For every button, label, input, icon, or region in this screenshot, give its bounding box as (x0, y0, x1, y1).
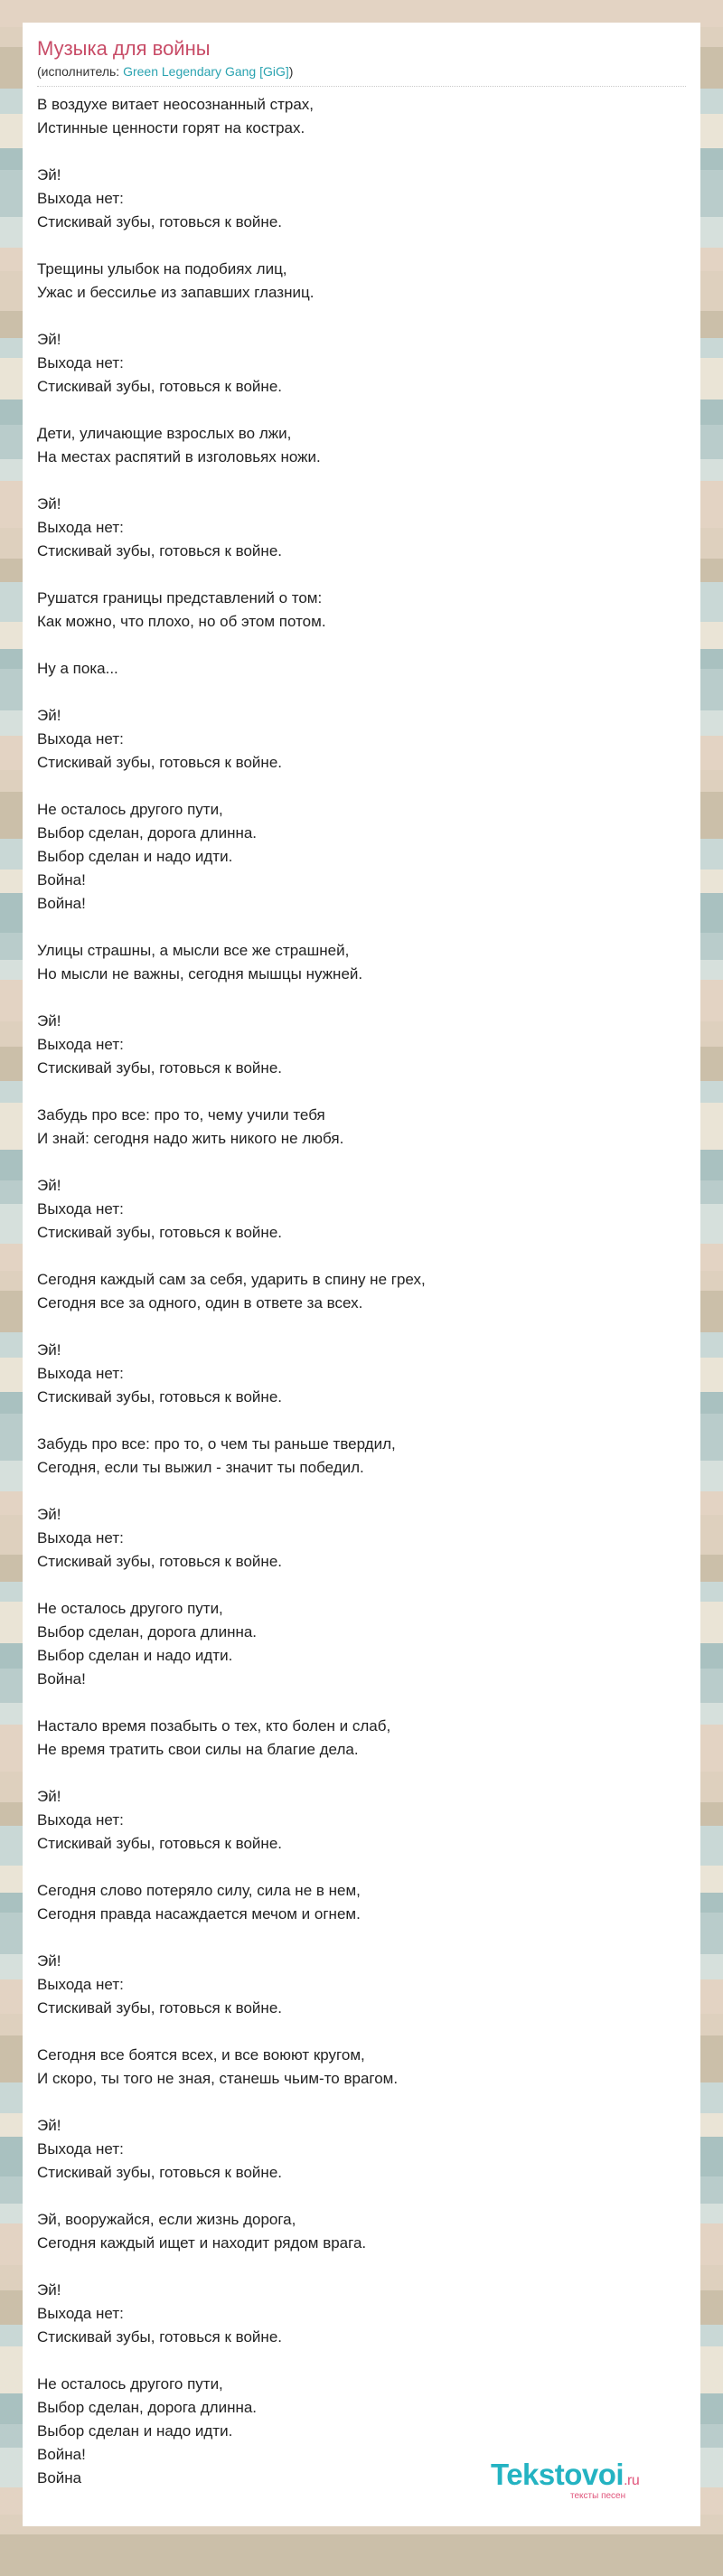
lyrics-blank-line (37, 681, 686, 704)
lyrics-blank-line (37, 2255, 686, 2279)
lyrics-blank-line (37, 1926, 686, 1950)
lyrics-line: Война! (37, 2446, 86, 2463)
lyrics-line: Сегодня, если ты выжил - значит ты победил. (37, 1459, 364, 1476)
lyrics-line: Забудь про все: про то, о чем ты раньше твердил, (37, 1435, 396, 1453)
lyrics-line: Выбор сделан, дорога длинна. (37, 824, 258, 841)
lyrics-blank-line (37, 1409, 686, 1433)
lyrics-blank-line (37, 1856, 686, 1879)
lyrics-line: Как можно, что плохо, но об этом потом. (37, 613, 326, 630)
lyrics-line: Выбор сделан, дорога длинна. (37, 1623, 258, 1641)
lyrics-blank-line (37, 1574, 686, 1597)
lyrics-line: Выхода нет: (37, 1365, 124, 1382)
logo-tld: .ru (624, 2473, 640, 2488)
lyrics-line: Выхода нет: (37, 1976, 124, 1993)
performer-link[interactable]: Green Legendary Gang [GiG] (123, 64, 289, 79)
lyrics-line: Стискивай зубы, готовься к войне. (37, 1224, 282, 1241)
lyrics-line: Выхода нет: (37, 354, 124, 371)
lyrics-line: Выхода нет: (37, 1811, 124, 1829)
lyrics-line: Выхода нет: (37, 1036, 124, 1053)
lyrics-line: Настало время позабыть о тех, кто болен и слаб, (37, 1717, 391, 1735)
lyrics-line: Улицы страшны, а мысли все же страшней, (37, 942, 350, 959)
lyrics-blank-line (37, 305, 686, 328)
header-divider (37, 86, 686, 87)
lyrics-line: Война! (37, 1670, 86, 1688)
lyrics-line: Выбор сделан и надо идти. (37, 2422, 233, 2440)
lyrics-line: И знай: сегодня надо жить никого не любя. (37, 1130, 344, 1147)
lyrics-line: Стискивай зубы, готовься к войне. (37, 542, 282, 559)
lyrics-line: И скоро, ты того не зная, станешь чьим-то врагом. (37, 2070, 399, 2087)
lyrics-line: Эй! (37, 2281, 61, 2299)
lyrics-line: Эй! (37, 1506, 61, 1523)
lyrics-blank-line (37, 2091, 686, 2114)
lyrics-blank-line (37, 469, 686, 493)
lyrics-line: Ну а пока... (37, 660, 118, 677)
lyrics-line: Не осталось другого пути, (37, 1600, 223, 1617)
lyrics-line: Стискивай зубы, готовься к войне. (37, 754, 282, 771)
lyrics-line: Эй! (37, 1012, 61, 1029)
page-title: Музыка для войны (37, 37, 211, 60)
performer-line (37, 63, 686, 80)
lyrics-blank-line (37, 2349, 686, 2373)
lyrics-blank-line (37, 2185, 686, 2208)
lyrics-blank-line (37, 399, 686, 422)
lyrics-line: Стискивай зубы, готовься к войне. (37, 2328, 282, 2346)
lyrics-line: Эй! (37, 1788, 61, 1805)
background-stripe (0, 2534, 723, 2576)
lyrics-blank-line (37, 1762, 686, 1785)
lyrics-line: Не время тратить свои силы на благие дела. (37, 1741, 359, 1758)
lyrics-blank-line (37, 234, 686, 258)
lyrics-line: Не осталось другого пути, (37, 2375, 223, 2393)
lyrics-line: Стискивай зубы, готовься к войне. (37, 1553, 282, 1570)
logo-tagline: тексты песен (570, 2491, 626, 2501)
lyrics-line: Истинные ценности горят на кострах. (37, 119, 305, 136)
lyrics-line: Война! (37, 871, 86, 888)
lyrics-line: Стискивай зубы, готовься к войне. (37, 1835, 282, 1852)
lyrics-line: Выхода нет: (37, 1529, 124, 1547)
lyrics-line: Эй! (37, 1341, 61, 1359)
lyrics-blank-line (37, 1080, 686, 1104)
lyrics-line: Выбор сделан, дорога длинна. (37, 2399, 258, 2416)
lyrics-blank-line (37, 1245, 686, 1268)
lyrics-line: Трещины улыбок на подобиях лиц, (37, 260, 287, 277)
lyrics-line: Дети, уличающие взрослых во лжи, (37, 425, 292, 442)
lyrics-line: Стискивай зубы, готовься к войне. (37, 2164, 282, 2181)
lyrics-blank-line (37, 634, 686, 657)
lyrics-text (37, 93, 686, 2490)
lyrics-line: Выхода нет: (37, 190, 124, 207)
lyrics-blank-line (37, 2020, 686, 2044)
lyrics-line: Эй! (37, 166, 61, 183)
lyrics-line: Ужас и бессилье из запавших глазниц. (37, 284, 315, 301)
lyrics-blank-line (37, 1691, 686, 1715)
lyrics-blank-line (37, 775, 686, 798)
lyrics-line: Эй! (37, 1952, 61, 1970)
performer-prefix: (исполнитель: (37, 64, 124, 79)
lyrics-line: Сегодня все боятся всех, и все воюют кругом, (37, 2046, 365, 2064)
lyrics-line: Эй! (37, 2117, 61, 2134)
lyrics-line: Стискивай зубы, готовься к войне. (37, 1059, 282, 1076)
lyrics-line: Сегодня все за одного, один в ответе за всех. (37, 1294, 363, 1312)
lyrics-line: Стискивай зубы, готовься к войне. (37, 378, 282, 395)
lyrics-line: Выхода нет: (37, 2305, 124, 2322)
lyrics-line: Забудь про все: про то, чему учили тебя (37, 1106, 325, 1123)
lyrics-line: Не осталось другого пути, (37, 801, 223, 818)
lyrics-blank-line (37, 1480, 686, 1503)
lyrics-line: Эй! (37, 707, 61, 724)
lyrics-line: Сегодня правда насаждается мечом и огнем. (37, 1905, 361, 1923)
lyrics-line: Рушатся границы представлений о том: (37, 589, 323, 606)
lyrics-blank-line (37, 140, 686, 164)
lyrics-line: Эй! (37, 495, 61, 512)
lyrics-blank-line (37, 916, 686, 939)
lyrics-line: Сегодня каждый ищет и находит рядом врага. (37, 2234, 367, 2252)
page-header (37, 37, 686, 80)
lyrics-line: Выхода нет: (37, 730, 124, 747)
lyrics-line: Эй! (37, 331, 61, 348)
lyrics-line: Но мысли не важны, сегодня мышцы нужней. (37, 965, 363, 982)
lyrics-line: В воздухе витает неосознанный страх, (37, 96, 314, 113)
lyrics-line: Сегодня каждый сам за себя, ударить в спину не грех, (37, 1271, 426, 1288)
performer-suffix: ) (288, 64, 294, 79)
lyrics-line: Эй, вооружайся, если жизнь дорога, (37, 2211, 296, 2228)
site-logo[interactable] (491, 2457, 699, 2507)
lyrics-line: Стискивай зубы, готовься к войне. (37, 1999, 282, 2017)
lyrics-blank-line (37, 1151, 686, 1174)
lyrics-line: Эй! (37, 1177, 61, 1194)
lyrics-line: Выбор сделан и надо идти. (37, 848, 233, 865)
lyrics-line: Выбор сделан и надо идти. (37, 1647, 233, 1664)
lyrics-blank-line (37, 1315, 686, 1339)
lyrics-line: Сегодня слово потеряло силу, сила не в нем, (37, 1882, 361, 1899)
lyrics-line: Выхода нет: (37, 2140, 124, 2158)
lyrics-blank-line (37, 563, 686, 587)
lyrics-line: На местах распятий в изголовьях ножи. (37, 448, 321, 465)
lyrics-line: Война! (37, 895, 86, 912)
lyrics-line: Выхода нет: (37, 519, 124, 536)
lyrics-line: Выхода нет: (37, 1200, 124, 1217)
lyrics-card (23, 23, 700, 2526)
lyrics-line: Стискивай зубы, готовься к войне. (37, 1388, 282, 1406)
lyrics-line: Война (37, 2469, 82, 2487)
lyrics-line: Стискивай зубы, готовься к войне. (37, 213, 282, 230)
lyrics-blank-line (37, 986, 686, 1010)
logo-brand-name: Tekstovoi (491, 2458, 624, 2491)
